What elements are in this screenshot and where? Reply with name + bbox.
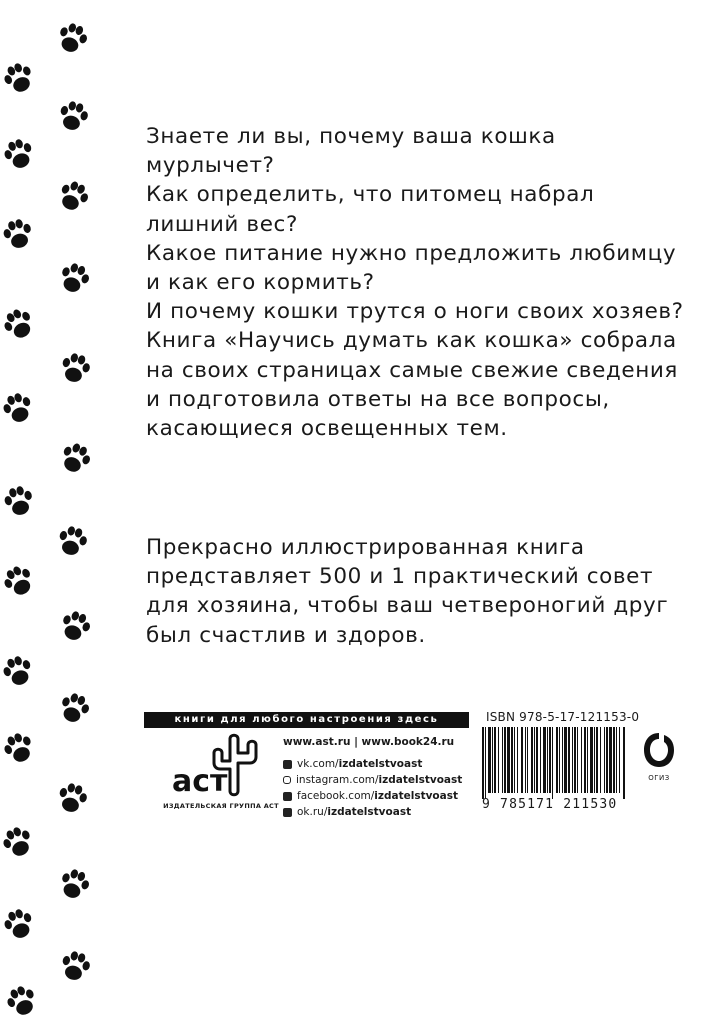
paw-print-icon: [0, 559, 42, 605]
barcode-bar: [556, 727, 558, 793]
barcode-bar: [525, 727, 526, 793]
ogiz-logo: [641, 730, 677, 770]
barcode-bar: [568, 727, 570, 793]
paw-print-icon: [0, 726, 42, 771]
social-handle: izdatelstvoast: [374, 790, 458, 802]
paw-print-icon: [52, 96, 94, 138]
social-handle: izdatelstvoast: [378, 774, 463, 786]
barcode-bar: [616, 727, 617, 793]
barcode-bar: [534, 727, 535, 793]
barcode-bar: [504, 727, 506, 793]
ogiz-label: ОГИЗ: [648, 774, 670, 782]
social-row-ok[interactable]: [283, 804, 462, 820]
barcode-bar: [514, 727, 515, 793]
vk-icon: [283, 760, 292, 769]
barcode-bar: [596, 727, 598, 793]
barcode-bar: [623, 727, 625, 799]
barcode-bar: [540, 727, 541, 793]
question-3: Какое питание нужно предложить любимцу и как его кормить?: [146, 240, 677, 296]
barcode-bar: [564, 727, 567, 793]
barcode-bar: [536, 727, 538, 793]
publisher-label: ИЗДАТЕЛЬСКАЯ ГРУППА АСТ: [163, 802, 279, 810]
barcode-bar: [521, 727, 523, 793]
social-handle: izdatelstvoast: [327, 806, 412, 818]
barcode-bar: [485, 727, 486, 799]
paw-print-icon: [54, 946, 96, 988]
barcode-bar: [572, 727, 573, 793]
barcode-bar: [604, 727, 605, 793]
paw-print-icon: [51, 778, 93, 820]
barcode-bar: [577, 727, 578, 793]
barcode-bar: [590, 727, 593, 793]
barcode-bar: [562, 727, 563, 793]
instagram-icon: [283, 776, 291, 784]
isbn-label: ISBN 978-5-17-121153-0: [486, 710, 640, 724]
barcode-bar: [587, 727, 588, 793]
paw-print-icon: [0, 820, 41, 865]
barcode-bar: [594, 727, 595, 793]
book-description: Книга «Научись думать как кошка» собрала на своих страницах самые свежие сведения и подготовила ответы на все вопросы, касающиеся освещенных тем.: [146, 328, 678, 442]
barcode: [480, 727, 628, 799]
paw-print-icon: [0, 214, 39, 256]
barcode-bar: [502, 727, 503, 793]
barcode-bar: [531, 727, 533, 793]
question-block: [146, 122, 686, 443]
paw-print-icon: [0, 481, 40, 523]
paw-print-icon: [0, 903, 41, 947]
paw-print-icon: [0, 650, 40, 694]
paw-print-icon: [52, 436, 97, 481]
barcode-bar: [517, 727, 518, 793]
barcode-bar: [543, 727, 546, 793]
social-row-vk[interactable]: [283, 756, 462, 772]
social-prefix: ok.ru/: [297, 806, 328, 818]
barcode-bar: [547, 727, 548, 793]
barcode-bar: [492, 727, 493, 793]
barcode-bar: [494, 727, 496, 793]
barcode-bar: [619, 727, 620, 793]
social-handle: izdatelstvoast: [338, 758, 423, 770]
social-prefix: instagram.com/: [296, 774, 379, 786]
barcode-bar: [613, 727, 615, 793]
website-links[interactable]: www.ast.ru | www.book24.ru: [283, 736, 455, 748]
paw-print-icon: [0, 302, 42, 348]
barcode-bar: [574, 727, 576, 793]
barcode-bar: [507, 727, 510, 793]
barcode-digits: 9 785171 211530: [482, 797, 618, 812]
social-prefix: facebook.com/: [297, 790, 375, 802]
paw-print-icon: [54, 348, 96, 390]
paw-print-icon: [53, 605, 97, 649]
paw-print-icon: [50, 17, 94, 61]
social-links: [283, 756, 462, 820]
barcode-bar: [581, 727, 582, 793]
barcode-bar: [606, 727, 608, 793]
paw-print-icon: [0, 133, 41, 177]
social-row-facebook[interactable]: [283, 788, 462, 804]
barcode-bar: [482, 727, 484, 799]
social-prefix: vk.com/: [297, 758, 339, 770]
paw-print-icon: [52, 863, 96, 907]
barcode-bar: [498, 727, 499, 793]
paw-print-border: [0, 0, 120, 1000]
question-2: Как определить, что питомец набрал лишний вес?: [146, 182, 595, 237]
social-row-instagram[interactable]: [283, 772, 462, 788]
promo-text: Прекрасно иллюстрированная книга представляет 500 и 1 практический совет для хозяина, чтобы ваш четвероногий друг был счастлив и здоров.: [146, 535, 669, 648]
ok-icon: [283, 808, 292, 817]
paw-print-icon: [0, 979, 45, 1024]
barcode-bar: [600, 727, 601, 793]
barcode-bar: [488, 727, 491, 793]
slogan-banner: книги для любого настроения здесь: [144, 712, 469, 728]
barcode-bar: [584, 727, 586, 793]
barcode-bar: [549, 727, 551, 793]
paw-print-icon: [51, 521, 93, 563]
paw-print-icon: [0, 56, 42, 101]
paw-print-icon: [52, 687, 96, 731]
paw-print-icon: [50, 174, 95, 219]
ast-logo-text: аст: [172, 764, 228, 799]
barcode-bar: [609, 727, 612, 793]
paw-print-icon: [52, 257, 96, 301]
barcode-bar: [527, 727, 528, 793]
barcode-bar: [552, 727, 553, 799]
question-4: И почему кошки трутся о ноги своих хозяев?: [146, 299, 684, 325]
paw-print-icon: [0, 387, 40, 431]
barcode-bar: [511, 727, 513, 793]
ast-logo: [170, 733, 270, 801]
barcode-bar: [559, 727, 560, 793]
facebook-icon: [283, 792, 292, 801]
question-1: Знаете ли вы, почему ваша кошка мурлычет?: [146, 124, 556, 179]
